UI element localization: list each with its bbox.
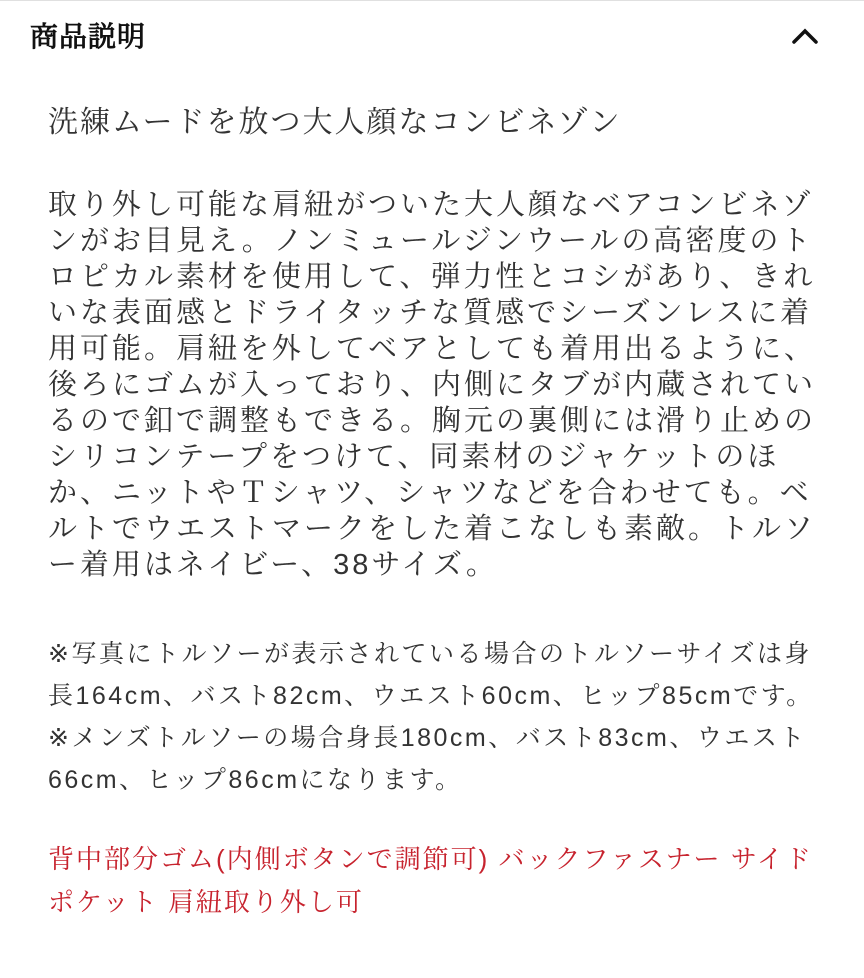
section-title: 商品説明	[30, 21, 147, 52]
description-content	[0, 105, 864, 978]
section-header-toggle[interactable]	[0, 1, 864, 55]
description-body-text: 取り外し可能な肩紐がついた大人顔なベアコンビネゾンがお目見え。ノンミュールジンウールの高密度のトロピカル素材を使用して、弾力性とコシがあり、きれいな表面感とドライタッチな質感でシーズンレスに着用可能。肩紐を外してベアとしても着用出るように、後ろにゴムが入っており、内側にタブが内蔵されているので釦で調整もできる。胸元の裏側には滑り止めのシリコンテープをつけて、同素材のジャケットのほか、ニットやＴシャツ、シャツなどを合わせても。ベルトでウエストマークをした着こなしも素敵。トルソー着用はネイビー、38サイズ。	[48, 189, 817, 581]
description-heading: 洗練ムードを放つ大人顔なコンビネゾン	[48, 106, 622, 139]
feature-highlight-text: 背中部分ゴム(内側ボタンで調節可) バックファスナー サイドポケット 肩紐取り外し可	[48, 844, 813, 917]
chevron-up-icon[interactable]	[790, 22, 820, 52]
torso-size-note: ※写真にトルソーが表示されている場合のトルソーサイズは身長164cm、バスト82cm、ウエスト60cm、ヒップ85cmです。 ※メンズトルソーの場合身長180cm、バスト83cm、ウエスト66cm、ヒップ86cmになります。	[48, 640, 814, 794]
